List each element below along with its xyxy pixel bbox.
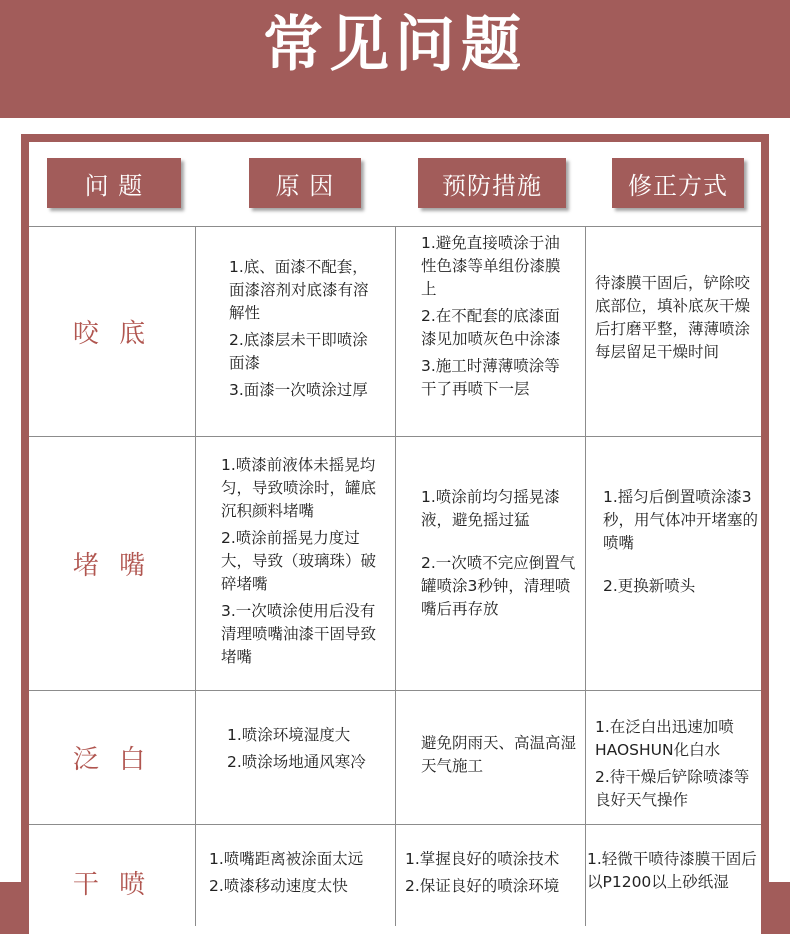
cause-item: 1.喷嘴距离被涂面太远 <box>209 850 364 868</box>
prevention-cell <box>421 732 577 782</box>
issue-label: 咬 底 <box>72 319 152 349</box>
cause-cell <box>227 724 377 778</box>
cause-item: 2.喷涂前摇晃力度过大，导致（玻璃珠）破碎堵嘴 <box>221 529 377 593</box>
header-prevention: 预防措施 <box>418 158 566 208</box>
fix-cell <box>587 848 759 898</box>
cause-item: 2.喷漆移动速度太快 <box>209 877 348 895</box>
prevention-item: 2.保证良好的喷涂环境 <box>405 877 560 895</box>
cause-item: 2.喷涂场地通风寒冷 <box>227 753 366 771</box>
prevention-cell <box>421 486 577 625</box>
grid-line <box>195 226 196 926</box>
cause-cell <box>229 256 379 406</box>
cause-cell <box>209 848 389 902</box>
prevention-item: 避免阴雨天、高温高湿天气施工 <box>421 734 577 775</box>
grid-line <box>585 226 586 926</box>
fix-item: 1.轻微干喷待漆膜干固后以P1200以上砂纸湿 <box>587 850 757 891</box>
fix-item: 2.待干燥后铲除喷漆等良好天气操作 <box>595 768 750 809</box>
fix-cell <box>595 716 757 816</box>
issue-label: 干 喷 <box>72 869 152 900</box>
header-issue: 问 题 <box>47 158 181 208</box>
prevention-item: 3.施工时薄薄喷涂等干了再喷下一层 <box>421 357 560 398</box>
faq-frame <box>0 118 790 900</box>
cause-item: 1.底、面漆不配套，面漆溶剂对底漆有溶解性 <box>229 258 369 322</box>
grid-line <box>395 226 396 926</box>
prevention-cell <box>421 232 571 405</box>
cause-item: 2.底漆层未干即喷涂面漆 <box>229 331 368 372</box>
prevention-cell <box>405 848 585 902</box>
cause-item: 3.面漆一次喷涂过厚 <box>229 381 368 399</box>
fix-item: 待漆膜干固后，铲除咬底部位，填补底灰干燥后打磨平整，薄薄喷涂每层留足干燥时间 <box>595 274 751 361</box>
prevention-item: 1.喷涂前均匀摇晃漆液，避免摇过猛 <box>421 488 560 529</box>
cause-item: 1.喷涂环境湿度大 <box>227 726 351 744</box>
prevention-item: 1.避免直接喷涂于油性色漆等单组份漆膜上 <box>421 234 561 298</box>
issue-label: 泛 白 <box>72 745 152 775</box>
fix-cell <box>603 486 759 602</box>
prevention-item: 2.在不配套的底漆面漆见加喷灰色中涂漆 <box>421 307 561 348</box>
prevention-item: 1.掌握良好的喷涂技术 <box>405 850 560 868</box>
header-cause: 原 因 <box>249 158 361 208</box>
prevention-item: 2.一次喷不完应倒置气罐喷涂3秒钟，清理喷嘴后再存放 <box>421 554 576 618</box>
cause-item: 3.一次喷涂使用后没有清理喷嘴油漆干固导致堵嘴 <box>221 602 377 666</box>
fix-item: 1.摇匀后倒置喷涂漆3秒，用气体冲开堵塞的喷嘴 <box>603 488 759 552</box>
cause-item: 1.喷漆前液体未摇晃均匀，导致喷涂时，罐底沉积颜料堵嘴 <box>221 456 377 520</box>
title-banner <box>0 0 790 118</box>
header-fix: 修正方式 <box>612 158 744 208</box>
page-title: 常见问题 <box>263 10 527 80</box>
fix-item: 2.更换新喷头 <box>603 577 696 595</box>
cause-cell <box>221 454 381 673</box>
fix-item: 1.在泛白出迅速加喷HAOSHUN化白水 <box>595 718 734 759</box>
issue-label: 堵 嘴 <box>72 551 152 581</box>
faq-table <box>21 134 769 934</box>
fix-cell <box>595 272 757 368</box>
